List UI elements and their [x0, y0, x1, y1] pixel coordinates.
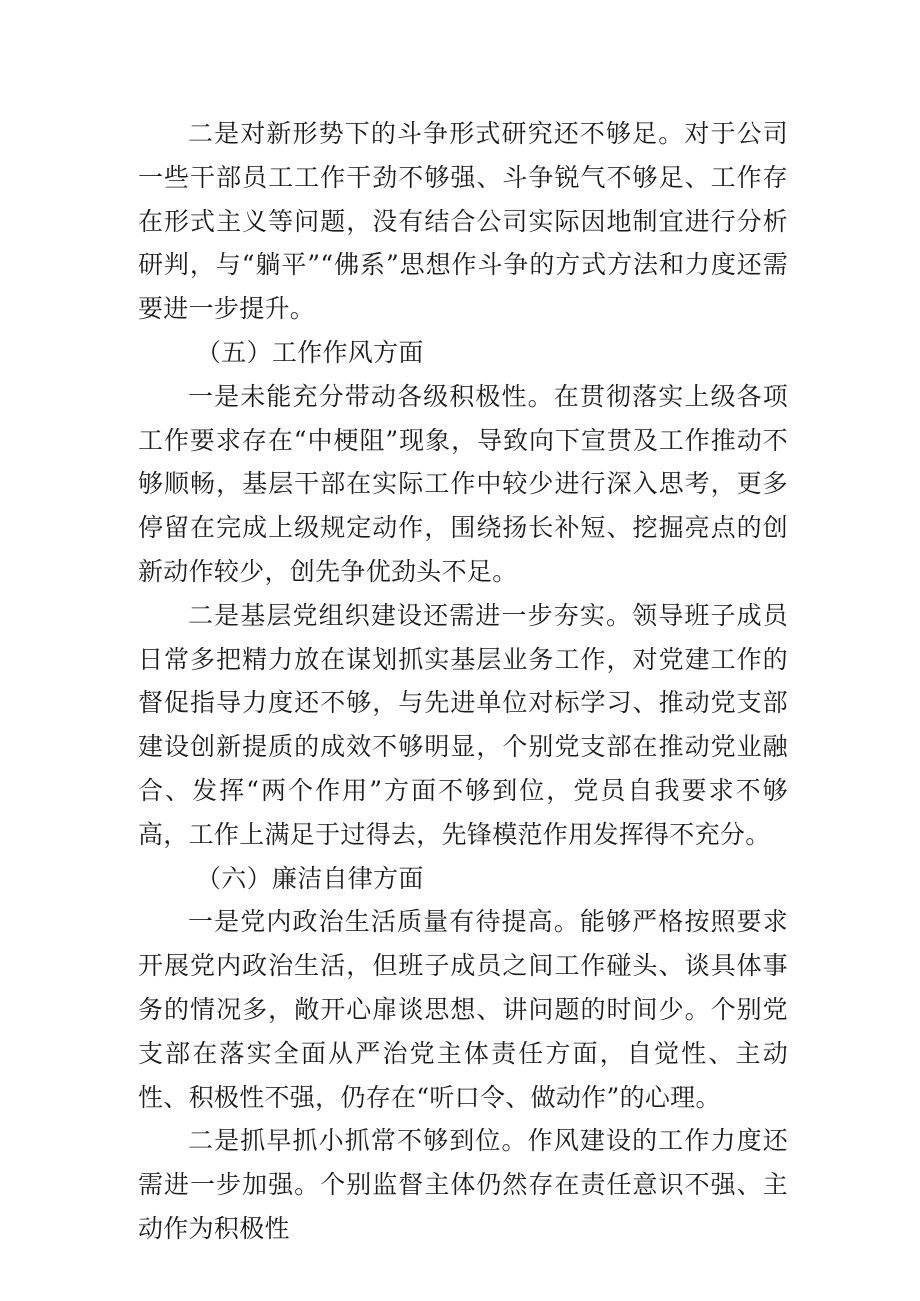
paragraph-motivation: 一是未能充分带动各级积极性。在贯彻落实上级各项工作要求存在“中梗阻”现象，导致向下宣贯及工作推动不够顺畅，基层干部在实际工作中较少进行深入思考，更多停留在完成上级规定动作，围绕扬长补短、挖掘亮点的创新动作较少，创先争优劲头不足。: [138, 381, 788, 586]
section-heading-integrity: （六）廉洁自律方面: [196, 863, 424, 893]
paragraph-political-life: 一是党内政治生活质量有待提高。能够严格按照要求开展党内政治生活，但班子成员之间工作碰头、谈具体事务的情况多，敞开心扉谈思想、讲问题的时间少。个别党支部在落实全面从严治党主体责任方面，自觉性、主动性、积极性不强，仍存在“听口令、做动作”的心理。: [138, 907, 788, 1112]
paragraph-party-organization: 二是基层党组织建设还需进一步夯实。领导班子成员日常多把精力放在谋划抓实基层业务工作，对党建工作的督促指导力度还不够，与先进单位对标学习、推动党支部建设创新提质的成效不够明显，个别党支部在推动党业融合、发挥“两个作用”方面不够到位，党员自我要求不够高，工作上满足于过得去，先锋模范作用发挥得不充分。: [138, 600, 788, 849]
paragraph-early-supervision: 二是抓早抓小抓常不够到位。作风建设的工作力度还需进一步加强。个别监督主体仍然存在责任意识不强、主动作为积极性: [138, 1126, 788, 1243]
section-heading-work-style: （五）工作作风方面: [196, 337, 424, 367]
document-body: [138, 112, 788, 1251]
paragraph-struggle-research: 二是对新形势下的斗争形式研究还不够足。对于公司一些干部员工工作干劲不够强、斗争锐气不够足、工作存在形式主义等问题，没有结合公司实际因地制宜进行分析研判，与“躺平”“佛系”思想作斗争的方式方法和力度还需要进一步提升。: [138, 119, 788, 324]
